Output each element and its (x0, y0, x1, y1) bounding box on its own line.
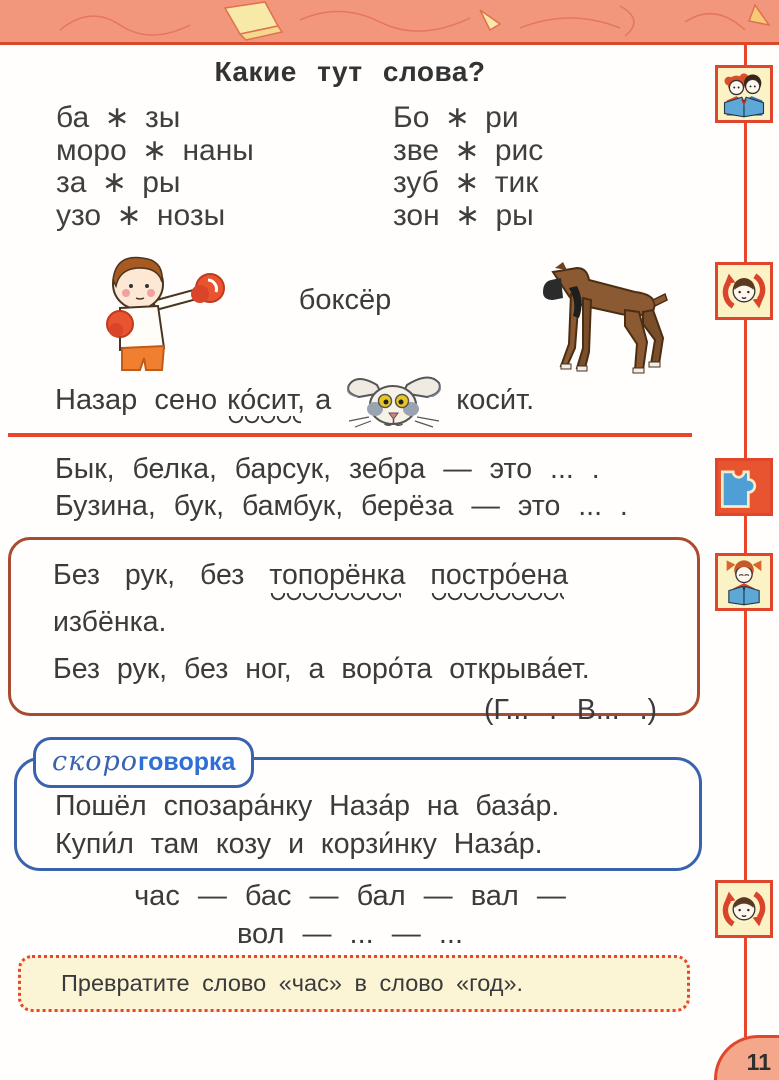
tongue-twister-label (33, 737, 254, 788)
twister-line: Купи́л там козу и корзи́нку Наза́р. (55, 828, 543, 860)
girl-reading-icon (715, 553, 773, 611)
rebus-sentence (55, 370, 534, 430)
tongue-twister-box (14, 746, 702, 871)
classification-exercise (55, 451, 628, 525)
header-doodles-icon (0, 0, 779, 42)
label-bold-part: говорка (138, 748, 236, 776)
word-item: Бо ∗ ри (393, 101, 519, 134)
children-reading-icon (715, 65, 773, 123)
repeat-speak-icon (715, 262, 773, 320)
word-item: зон ∗ ры (393, 198, 534, 232)
puzzle-icon (715, 458, 773, 516)
exercise-line: Бузина, бук, бамбук, берёза — это ... . (55, 490, 628, 522)
boxer-dog-illustration (525, 252, 695, 387)
twister-line: Пошёл спозара́нку Наза́р на база́р. (55, 790, 560, 822)
riddle-text: Без рук, без (53, 559, 245, 591)
page-number-tab (714, 1035, 779, 1080)
underlined-word: ко́сит, (227, 383, 306, 416)
section-divider (8, 433, 692, 437)
label-script-part: скоро (52, 746, 139, 777)
word-column-right (393, 102, 543, 232)
word-column-left (56, 102, 254, 232)
task-text: Превратите слово «час» в слово «год». (61, 970, 524, 996)
exercise-line: Бык, белка, барсук, зебра — это ... . (55, 453, 600, 485)
riddle-box (8, 537, 700, 726)
word-item: зве ∗ рис (393, 133, 544, 167)
sentence-part: а (315, 383, 332, 416)
page-title: Какие тут слова? (214, 56, 486, 87)
word-item: узо ∗ нозы (56, 198, 226, 232)
underlined-word: топорёнка (269, 557, 405, 594)
word-item: моро ∗ наны (56, 133, 254, 167)
sentence-part: коси́т. (456, 383, 535, 416)
word-item: зуб ∗ тик (393, 166, 539, 199)
boxer-boy-illustration (58, 246, 238, 381)
rabbit-icon (341, 371, 446, 429)
chain-line: час — бас — бал — вал — (134, 880, 566, 912)
riddle-line (53, 557, 671, 594)
sentence-part: Назар сено (55, 383, 218, 416)
riddle-line: избёнка. (53, 606, 167, 638)
word-item: за ∗ ры (56, 166, 181, 199)
repeat-speak-icon (715, 880, 773, 938)
page-number: 11 (746, 1049, 771, 1075)
figure-caption: боксёр (298, 284, 392, 316)
riddle-line: Без рук, без ног, а воро́та открыва́ет. (53, 653, 590, 685)
chain-line: вол — ... — ... (236, 918, 464, 950)
decorative-header-band (0, 0, 779, 45)
word-item: ба ∗ зы (56, 101, 181, 134)
answer-hint: (Г... . В... .) (483, 694, 657, 726)
underlined-word: постро́ена (430, 557, 568, 594)
task-box (18, 955, 690, 1012)
word-chain (0, 877, 700, 953)
